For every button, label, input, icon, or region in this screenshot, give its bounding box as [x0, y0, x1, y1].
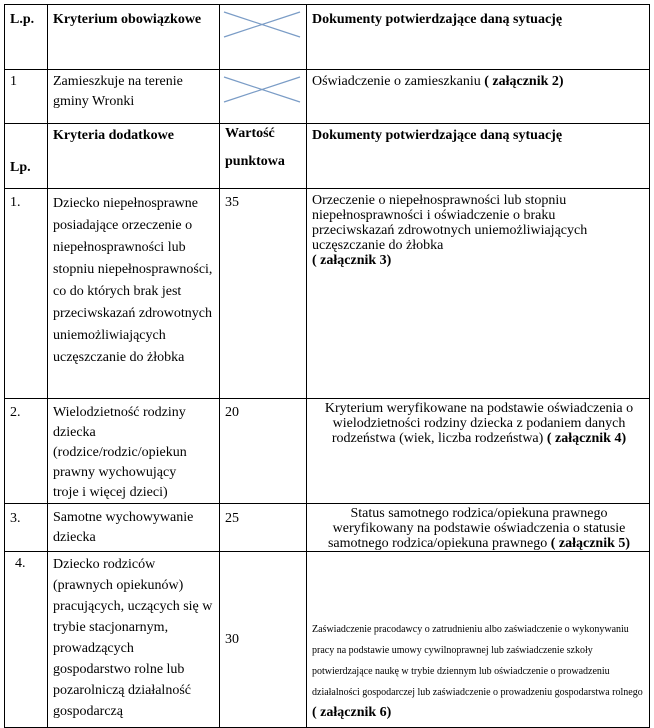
header-kryterium: Kryterium obowiązkowe: [48, 5, 220, 70]
zalacznik-label: ( załącznik 5): [550, 536, 631, 551]
row-lp: 3.: [5, 504, 48, 552]
header2-wartosc-line2: punktowa: [225, 154, 285, 169]
dokument-text: Kryterium weryfikowane na podstawie oświadczenia o wielodzietności rodziny dziecka z podaniem danych rodzeństwa (wiek, liczba rodzeństwa): [324, 401, 634, 446]
table-row: [5, 399, 650, 504]
row-dokument: [307, 399, 650, 504]
row-kryterium: Dziecko niepełnosprawne posiadające orzeczenie o niepełnosprawności lub stopniu niepełnosprawności, co do których brak jest przeciwskazań zdrowotnych uniemożliwiających uczęszczanie do żłobka: [48, 189, 220, 399]
row-punkty: 20: [220, 399, 307, 504]
row-dokument: [307, 504, 650, 552]
header-dokumenty: Dokumenty potwierdzające daną sytuację: [307, 5, 650, 70]
table-row: [5, 504, 650, 552]
header2-kryteria: Kryteria dodatkowe: [48, 124, 220, 189]
header-row: [5, 5, 650, 70]
header2-wartosc: [220, 124, 307, 189]
header2-lp: [5, 124, 48, 189]
table-row: [5, 70, 650, 124]
zalacznik-label: ( załącznik 4): [546, 431, 627, 446]
row-dokument: [307, 70, 650, 124]
criteria-table: [4, 4, 650, 728]
row-kryterium: Wielodzietność rodziny dziecka (rodzice/rodzic/opiekun prawny wychowujący troje i więcej dzieci): [48, 399, 220, 504]
zalacznik-label: ( załącznik 3): [312, 253, 392, 268]
dokument-text: Zaświadczenie pracodawcy o zatrudnieniu albo zaświadczenie o wykonywaniu pracy na podstawie umowy cywilnoprawnej lub zaświadczenie szkoły potwierdzające naukę w trybie dziennym lub oświadczenie o prowadzeniu działalności gospodarczej lub zaświadczenie o prowadzeniu gospodarstwa rolnego: [312, 624, 643, 698]
header-lp: L.p.: [5, 5, 48, 70]
row-lp: 1: [5, 70, 48, 124]
table-row: [5, 189, 650, 399]
row-dokument: [307, 189, 650, 399]
header2-lp-text: Lp.: [10, 160, 31, 175]
header-crossed-cell: [220, 5, 307, 70]
zalacznik-label: ( załącznik 6): [312, 705, 392, 720]
row-kryterium: Samotne wychowywanie dziecka: [48, 504, 220, 552]
zalacznik-label: ( załącznik 2): [484, 74, 564, 89]
dokument-text: Status samotnego rodzica/opiekuna prawnego weryfikowany na podstawie oświadczenia o statusie samotnego rodzica/opiekuna prawnego: [327, 506, 626, 551]
header2-wartosc-line1: Wartość: [225, 126, 275, 141]
row-kryterium: Zamieszkuje na terenie gminy Wronki: [48, 70, 220, 124]
cross-mark-icon: [222, 9, 304, 41]
row-dokument: [307, 552, 650, 728]
row-punkty: 25: [220, 504, 307, 552]
row-kryterium: Dziecko rodziców (prawnych opiekunów) pracujących, uczących się w trybie stacjonarnym, prowadzących gospodarstwo rolne lub pozarolniczą działalność gospodarczą: [48, 552, 220, 728]
table-row: [5, 552, 650, 728]
row-punkty: 35: [220, 189, 307, 399]
row-crossed-cell: [220, 70, 307, 124]
dokument-text: Oświadczenie o zamieszkaniu: [312, 74, 481, 89]
row-lp: 2.: [5, 399, 48, 504]
row-punkty: 30: [220, 552, 307, 728]
dokument-text: Orzeczenie o niepełnosprawności lub stopniu niepełnosprawności i oświadczenie o braku przeciwskazań zdrowotnych uniemożliwiających uczęszczanie do żłobka: [312, 193, 588, 253]
header2-dokumenty: Dokumenty potwierdzające daną sytuację: [307, 124, 650, 189]
header2-row: [5, 124, 650, 189]
row-lp: 4.: [5, 552, 48, 728]
row-lp: 1.: [5, 189, 48, 399]
cross-mark-icon: [222, 74, 304, 106]
